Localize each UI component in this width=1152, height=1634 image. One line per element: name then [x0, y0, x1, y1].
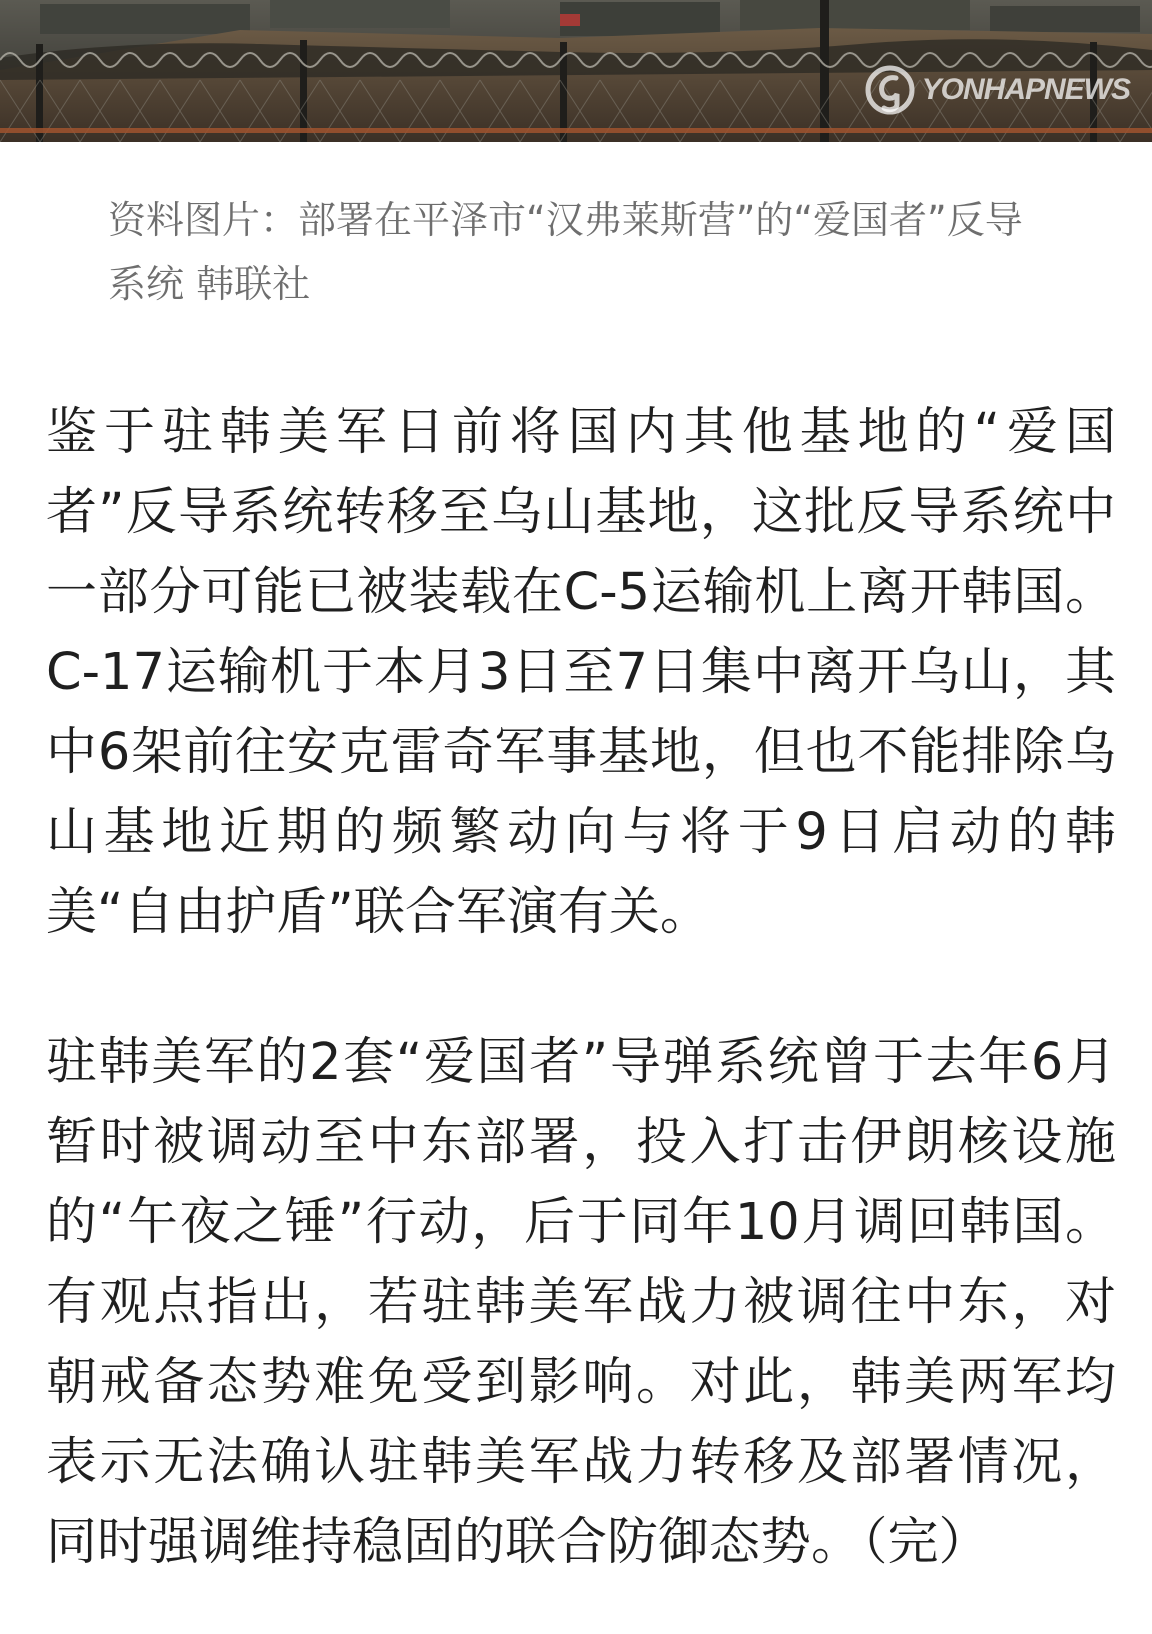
- article-photo[interactable]: [0, 0, 1152, 142]
- article-paragraph-1: 鉴于驻韩美军日前将国内其他基地的“爱国者”反导系统转移至乌山基地，这批反导系统中一部分可能已被装载在C-5运输机上离开韩国。C-17运输机于本月3日至7日集中离开乌山，其中6架前往安克雷奇军事基地，但也不能排除乌山基地近期的频繁动向与将于9日启动的韩美“自由护盾”联合军演有关。: [46, 403, 1116, 942]
- article-paragraph-2: 驻韩美军的2套“爱国者”导弹系统曾于去年6月暂时被调动至中东部署，投入打击伊朗核设施的“午夜之锤”行动，后于同年10月调回韩国。有观点指出，若驻韩美军战力被调往中东，对朝戒备态势难免受到影响。对此，韩美两军均表示无法确认驻韩美军战力转移及部署情况，同时强调维持稳固的联合防御态势。（完）: [46, 1033, 1116, 1572]
- article-body: [46, 393, 1116, 1634]
- photo-caption: 资料图片：部署在平泽市“汉弗莱斯营”的“爱国者”反导系统 韩联社: [108, 198, 1023, 306]
- yonhap-watermark: [864, 64, 1130, 116]
- yonhap-logo-icon: [864, 64, 916, 116]
- watermark-text: YONHAPNEWS: [921, 73, 1130, 106]
